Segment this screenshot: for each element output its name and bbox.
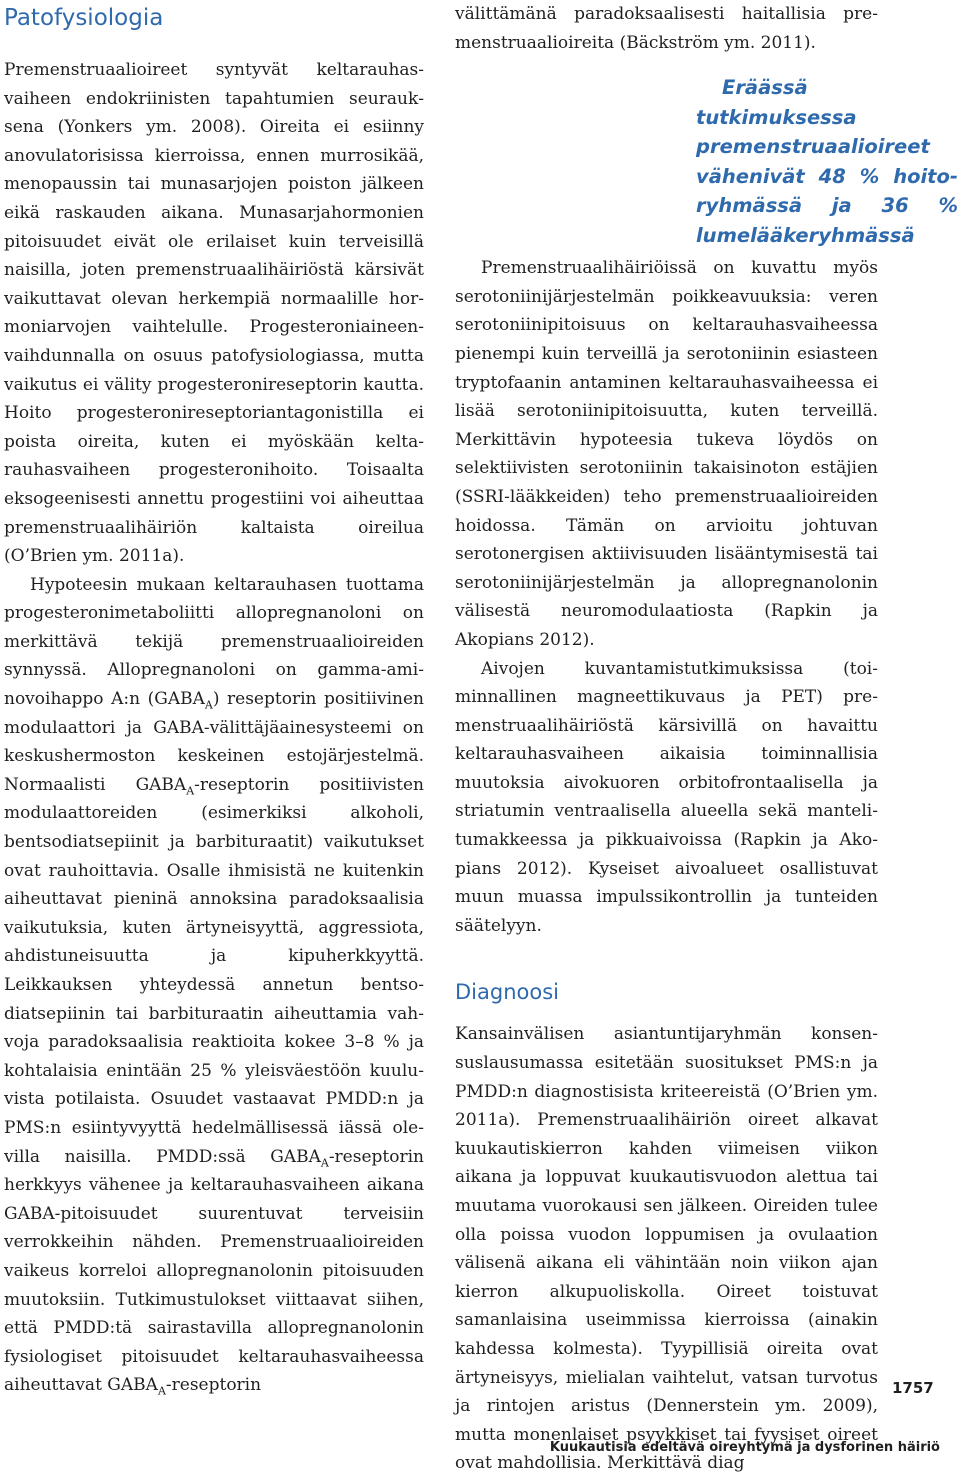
subscript-a: A (186, 784, 195, 798)
text-segment: Hypoteesin mukaan keltarauhasen tuottama progesteronimetaboliitti allopregnanoloni on merkittävä tekijä premenstruaalioireiden synnyssä. Allopregnanoloni on gamma-aminovoihappo A:n (GABA (4, 574, 424, 710)
paragraph-patofysiologia-2 (4, 571, 424, 1400)
page-number: 1757 (892, 1379, 934, 1397)
text-segment: ) reseptorin positiivinen modulaattori ja GABA-välittäjäainesysteemi on keskushermoston keskeinen estojärjestelmä. Normaalisti GABA (4, 689, 424, 795)
paragraph-continuation: välittämänä paradoksaalisesti haitallisia premenstruaalioireita (Bäckström ym. 2011). (455, 4, 878, 53)
subscript-a: A (320, 1155, 329, 1169)
running-footer: Kuukautisia edeltävä oireyhtymä ja dysforinen häiriö (549, 1440, 940, 1455)
text-segment: -reseptorin herkkyys vähenee ja keltarauhasvaiheen aikana GABA-pitoisuudet suurentuvat terveisiin verrokkeihin nähden. Premenstruaalioireiden vaikeus korreloi allopregnanolonin pitoisuuden muutoksiin. Tutkimustulokset viittaavat siihen, että PMDD:tä sairastavilla allopregnanolonin fysiologiset pitoisuudet keltarauhasvaiheessa aiheuttavat GABA (4, 1146, 424, 1396)
section-heading-diagnoosi: Diagnoosi (455, 980, 559, 1005)
section-heading-patofysiologia: Patofysiologia (4, 5, 164, 31)
paragraph-patofysiologia-1: Premenstruaalioireet syntyvät keltarauhasvaiheen endokriinisten tapahtumien seurauksena (Yonkers ym. 2008). Oireita ei esiinny anovulatorisissa kierroissa, ennen murrosikää, menopaussin tai munasarjojen poiston jälkeen eikä raskauden aikana. Munasarjahormonien pitoisuudet eivät ole erilaiset kuin terveisillä naisilla, joten premenstruaalihäiriöstä kärsivät vaikuttavat olevan herkempiä normaalille hormoniarvojen vaihtelulle. Progesteroniaineenvaihdunnalla on osuus patofysiologiassa, mutta vaikutus ei välity progesteronireseptorin kautta. Hoito progesteronireseptoriantagonistilla ei poista oireita, kuten ei myöskään keltarauhasvaiheen progesteronihoito. Toisaalta eksogeenisesti annettu progestiini voi aiheuttaa premenstruaalihäiriön kaltaista oireilua (O’Brien ym. 2011a). (4, 60, 424, 567)
subscript-a: A (204, 698, 213, 712)
paragraph-imaging: Aivojen kuvantamistutkimuksissa (toiminnallinen magneettikuvaus ja PET) premenstruaalihäiriöstä kärsivillä on havaittu keltarauhasvaiheen aikaisia toiminnallisia muutoksia aivokuoren orbitofrontaalisella ja striatumin ventraalisella alueella sekä mantelitumakkeessa ja pikkuaivoissa (Rapkin ja Akopians 2012). Kyseiset aivoalueet osallistuvat muun muassa impulssikontrollin ja tunteiden säätelyyn. (455, 658, 878, 936)
paragraph-diagnoosi: Kansainvälisen asiantuntijaryhmän konsensuslausumassa esitetään suositukset PMS:n ja PMDD:n diagnostisista kriteereistä (O’Brien ym. 2011a). Premenstruaalihäiriön oireet alkavat kuukautiskierron kahden viimeisen viikon aikana ja loppuvat kuukautisvuodon alettua tai muutama vuorokausi sen jälkeen. Oireiden tulee olla poissa vuodon loppumisen ja ovulaation välisenä aikana eli vähintään noin viikon ajan kierron alkupuoliskolla. Oireet toistuvat samanlaisina useimmissa kierroissa (ainakin kahdessa kolmesta). Tyypillisiä oireita ovat ärtyneisyys, mielialan vaihtelut, vatsan turvotus ja rintojen aristus (Dennerstein ym. 2009), mutta monenlaiset psyykkiset tai fyysiset oireet ovat mahdollisia. Merkittävä diag (455, 1024, 878, 1474)
text-segment: -reseptorin positiivisten modulaattoreiden (esimerkiksi alkoholi, bentsodiatsepiinit ja barbituraatit) vaikutukset ovat rauhoittavia. Osalle ihmisistä ne kuitenkin aiheuttavat pieninä annoksina paradoksaalisia vaikutuksia, kuten ärtyneisyyttä, aggressiota, ahdistuneisuutta ja kipuherkkyyttä. Leikkauksen yhteydessä annetun bentsodiatsepiinin tai barbituraatin aiheuttamia vahvoja paradoksaalisia reaktioita kokee 3–8 % ja kohtalaisia enintään 25 % yleisväestöön kuuluvista potilaista. Osuudet vastaavat PMDD:n ja PMS:n esiintyvyyttä hedelmällisessä iässä olevilla naisilla. PMDD:ssä GABA (4, 774, 424, 1167)
subscript-a: A (157, 1384, 166, 1398)
left-column (4, 0, 424, 1400)
paragraph-serotonin (455, 57, 958, 654)
text-segment: Premenstruaalihäiriöissä on kuvattu myös serotoniinijärjestelmän poikkeavuuksia: veren serotoniinipitoisuus on keltarauhasvaiheessa pienempi kuin terveillä ja serotoniinin esiasteen tryptofaanin antaminen keltarauhasvaiheessa ei lisää serotoniinipitoisuutta, kuten terveillä. Merkittävin hypoteesia tukeva löydös on selektiivisten serotoniinin takaisinoton estäjien (SSRI-lääkkeiden) teho premenstruaalioireiden hoidossa. Tämän on arvioitu johtuvan serotonergisen aktiivisuuden lisääntymisestä tai serotoniinijärjestelmän ja allopregnanolonin välisestä neuromodulaatiosta (Rapkin ja Akopians 2012). (455, 258, 878, 650)
text-segment: -reseptorin (165, 1375, 262, 1396)
pull-quote: Eräässä tutkimuksessa premenstruaalioireet vähenivät 48 % hoitoryhmässä ja 36 % lumelääkeryhmässä (696, 76, 958, 247)
